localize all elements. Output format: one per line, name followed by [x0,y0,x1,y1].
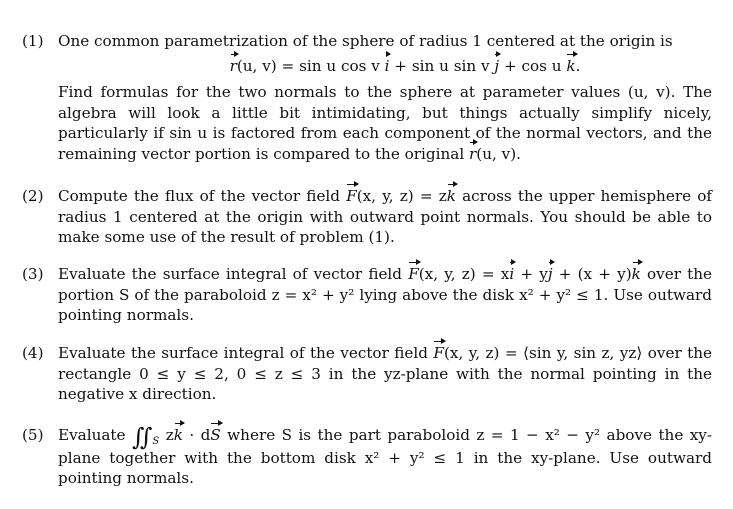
problem-3-text: Evaluate the surface integral of vector field F(x, y, z) = xi + yj + (x + y)k over the portion S of the paraboloid z = x² + y² lying above the disk x² + y² ≤ 1. Use outward pointing normals. [58,265,713,324]
problem-3 [22,264,712,326]
problem-5 [22,425,712,489]
problem-1 [22,31,712,164]
problem-4-text: Evaluate the surface integral of the vector field F(x, y, z) = ⟨sin y, sin z, yz⟩ over the rectangle 0 ≤ y ≤ 2, 0 ≤ z ≤ 3 in the yz-plane with the normal pointing in the negative x direction. [58,344,713,403]
problem-2 [22,186,712,248]
problem-number: (2) [22,187,44,205]
problem-1-text: Find formulas for the two normals to the sphere at parameter values (u, v). The algebra will look a little bit intimidating, but things actually simplify nicely, particularly if sin u is factored from each component of the normal vectors, and the remaining vector portion is compared to the original r(u, v). [58,83,712,163]
problem-4 [22,343,712,405]
problem-5-text: Evaluate ∬ $_S$ zk · dS where S is the part paraboloid z = 1 − x² − y² above the xy-plane together with the bottom disk x² + y² ≤ 1 in the xy-plane. Use outward pointing normals. [58,423,713,487]
parametrization-equation: r(u, v) = sin u cos v i + sin u sin v j + cos u k. [229,56,581,75]
problem-number: (1) [22,32,44,50]
problem-number: (5) [22,426,44,444]
problem-number: (3) [22,265,44,283]
problem-number: (4) [22,344,44,362]
problem-1-intro: One common parametrization of the sphere of radius 1 centered at the origin is [58,32,673,50]
double-integral-symbol: ∬ [131,423,147,451]
problem-2-text: Compute the flux of the vector field F(x, y, z) = zk across the upper hemisphere of radius 1 centered at the origin with outward point normals. You should be able to make some use of the result of problem (1). [58,187,713,246]
